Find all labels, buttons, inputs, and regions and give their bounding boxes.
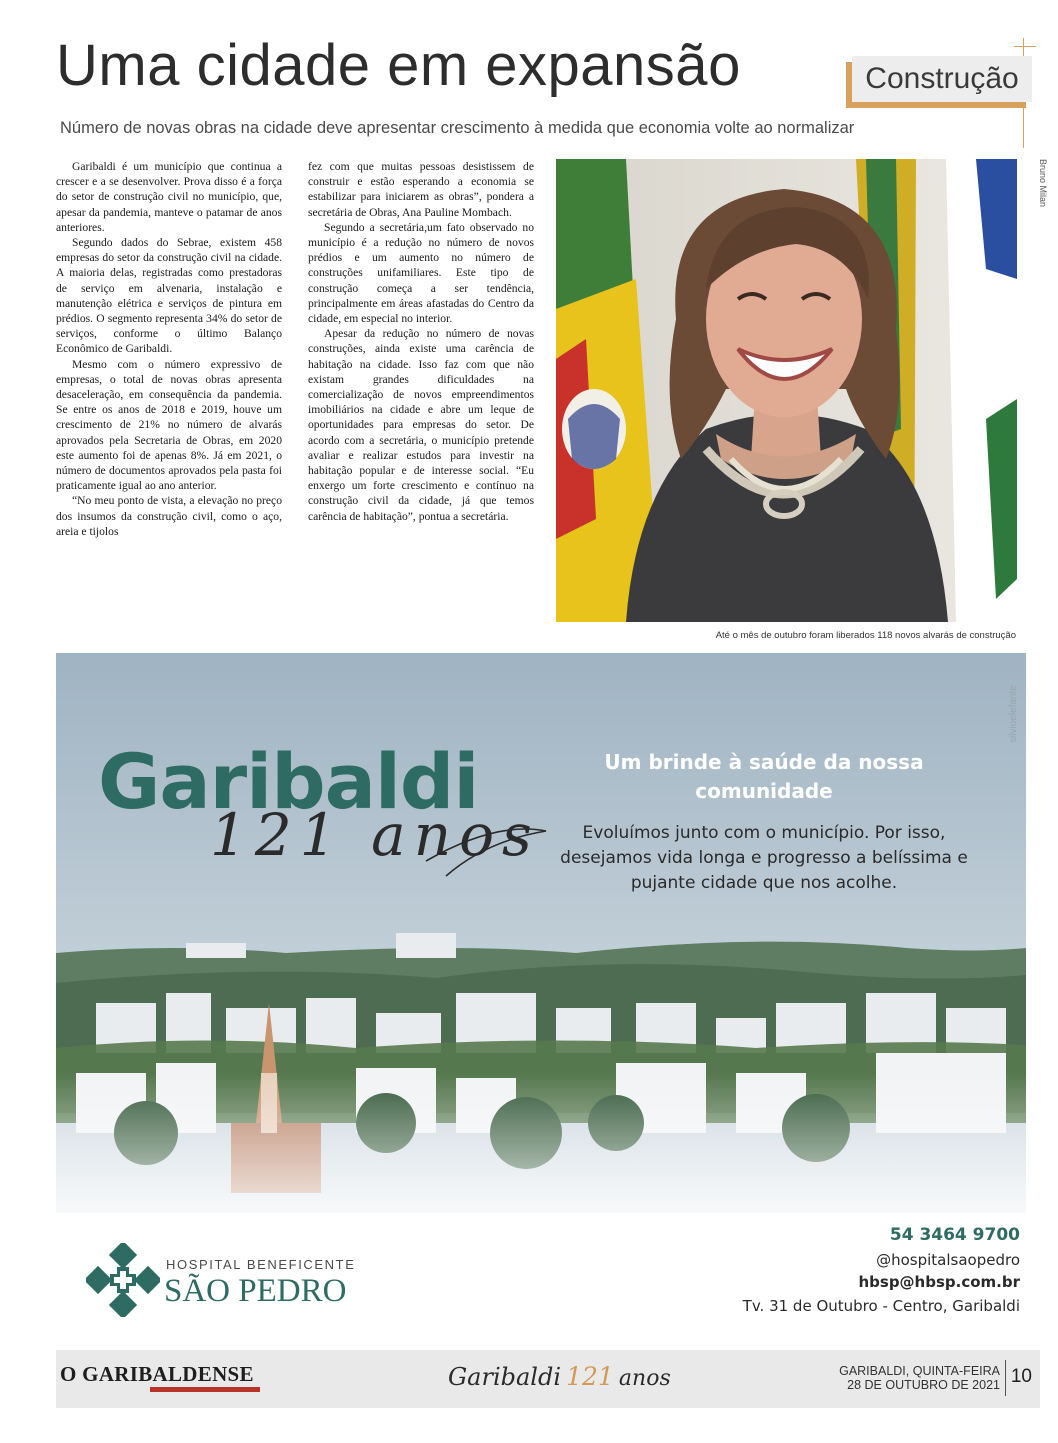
article-paragraph: Apesar da redução no número de novas construções, ainda existe uma carência de habitação na cidade. Isso faz com que não existam grandes dificuldades na comercialização de novos empreendimentos imobiliários na cidade e abre um leque de oportunidades para empresas do setor. De acordo com a secretária, o município pretende avaliar e realizar estudos para investir na habitação popular e de interesse social. “Eu enxergo um forte crescimento e contínuo na construção civil da cidade, já que temos carência de habitação”, pontua a secretária. xyxy=(308,327,534,523)
newspaper-logo: O GARIBALDENSE xyxy=(60,1362,254,1386)
headline: Uma cidade em expansão xyxy=(56,33,741,98)
ad-body-text: Evoluímos junto com o município. Por isso, desejamos vida longa e progresso a belíssima e pujante cidade que nos acolhe. xyxy=(560,823,968,893)
photo-credit: Bruno Milan xyxy=(1038,159,1048,208)
anniversary-brand xyxy=(448,1362,671,1391)
brand-anos: anos xyxy=(618,1366,671,1391)
article-paragraph: Segundo dados do Sebrae, existem 458 empresas do setor da construção civil na cidade. A maioria delas, registradas como prestadoras de serviço em alvenaria, instalação e manutenção elétrica e serviços de pintura em prédios. O segmento representa 34% do setor de serviços, conforme o último Balanço Econômico de Garibaldi. xyxy=(56,236,282,356)
section-tag xyxy=(846,56,1034,108)
contact-address: Tv. 31 de Outubro - Centro, Garibaldi xyxy=(742,1297,1020,1315)
contact-instagram[interactable]: @hospitalsaopedro xyxy=(876,1251,1020,1269)
article-column-2 xyxy=(308,159,534,524)
decorative-rule-horizontal xyxy=(1014,46,1036,47)
anniversary-city-title: Garibaldi xyxy=(98,737,479,826)
section-tag-label: Construção xyxy=(852,56,1032,102)
article-photo xyxy=(556,159,1017,622)
edition-date-line2: 28 DE OUTUBRO DE 2021 xyxy=(847,1378,1000,1392)
brand-number: 121 xyxy=(566,1362,614,1391)
article-paragraph: Segundo a secretária,um fato observado no município é a redução no número de novos prédios e um aumento no número de construções unifamiliares. Este tipo de construção começa a ser tendência, principalmente em áreas afastadas do Centro da cidade, em especial no interior. xyxy=(308,220,534,326)
article-paragraph: “No meu ponto de vista, a elevação no preço dos insumos da construção civil, como o aço, areia e tijolos xyxy=(56,494,282,538)
portrait-illustration xyxy=(556,159,1017,622)
article-paragraph: Garibaldi é um município que continua a crescer e a se desenvolver. Prova disso é a força do setor de construção civil no município, que, apesar da pandemia, manteve o patamar de anos anteriores. xyxy=(56,160,282,234)
footer-separator xyxy=(1005,1360,1006,1396)
ad-headline: Um brinde à saúde da nossa comunidade xyxy=(604,750,924,803)
edition-date xyxy=(839,1364,1000,1392)
contact-phone[interactable]: 54 3464 9700 xyxy=(889,1225,1020,1245)
page-number: 10 xyxy=(1010,1366,1032,1387)
standfirst: Número de novas obras na cidade deve apresentar crescimento à medida que economia volte ao normalizar xyxy=(60,119,855,137)
article-paragraph: Mesmo com o número expressivo de empresas, o total de novas obras apresenta desaceleração, em consequência da pandemia. Se entre os anos de 2018 e 2019, houve um crescimento de 21% no número de alvarás aprovados pela Secretaria de Obras, em 2020 este aumento foi de apenas 8%. Já em 2021, o número de documentos aprovados pela pasta foi praticamente igual ao ano anterior. xyxy=(56,357,282,493)
contact-email[interactable]: hbsp@hbsp.com.br xyxy=(858,1273,1020,1291)
article-paragraph: fez com que muitas pessoas desistissem de construir e estão esperando a economia se estabilizar para iniciarem as obras”, pondera a secretária de Obras, Ana Pauline Mombach. xyxy=(308,160,534,219)
newspaper-logo-bar xyxy=(150,1387,260,1392)
hospital-name-line1: HOSPITAL BENEFICENTE xyxy=(166,1257,356,1272)
anniversary-years: 121 anos xyxy=(210,801,540,869)
hospital-name-line2: SÃO PEDRO xyxy=(164,1273,347,1309)
advertisement xyxy=(56,653,1026,1339)
photo-caption: Até o mês de outubro foram liberados 118 novos alvarás de construção xyxy=(715,630,1016,641)
edition-date-line1: GARIBALDI, QUINTA-FEIRA xyxy=(839,1364,1000,1378)
article-column-1 xyxy=(56,159,282,539)
hospital-logo-icon xyxy=(86,1243,160,1317)
brand-script-city: Garibaldi xyxy=(448,1363,562,1391)
script-swash-decoration xyxy=(196,781,556,891)
agency-credit: silvioelefante xyxy=(1008,685,1019,743)
page-footer xyxy=(56,1350,1040,1408)
